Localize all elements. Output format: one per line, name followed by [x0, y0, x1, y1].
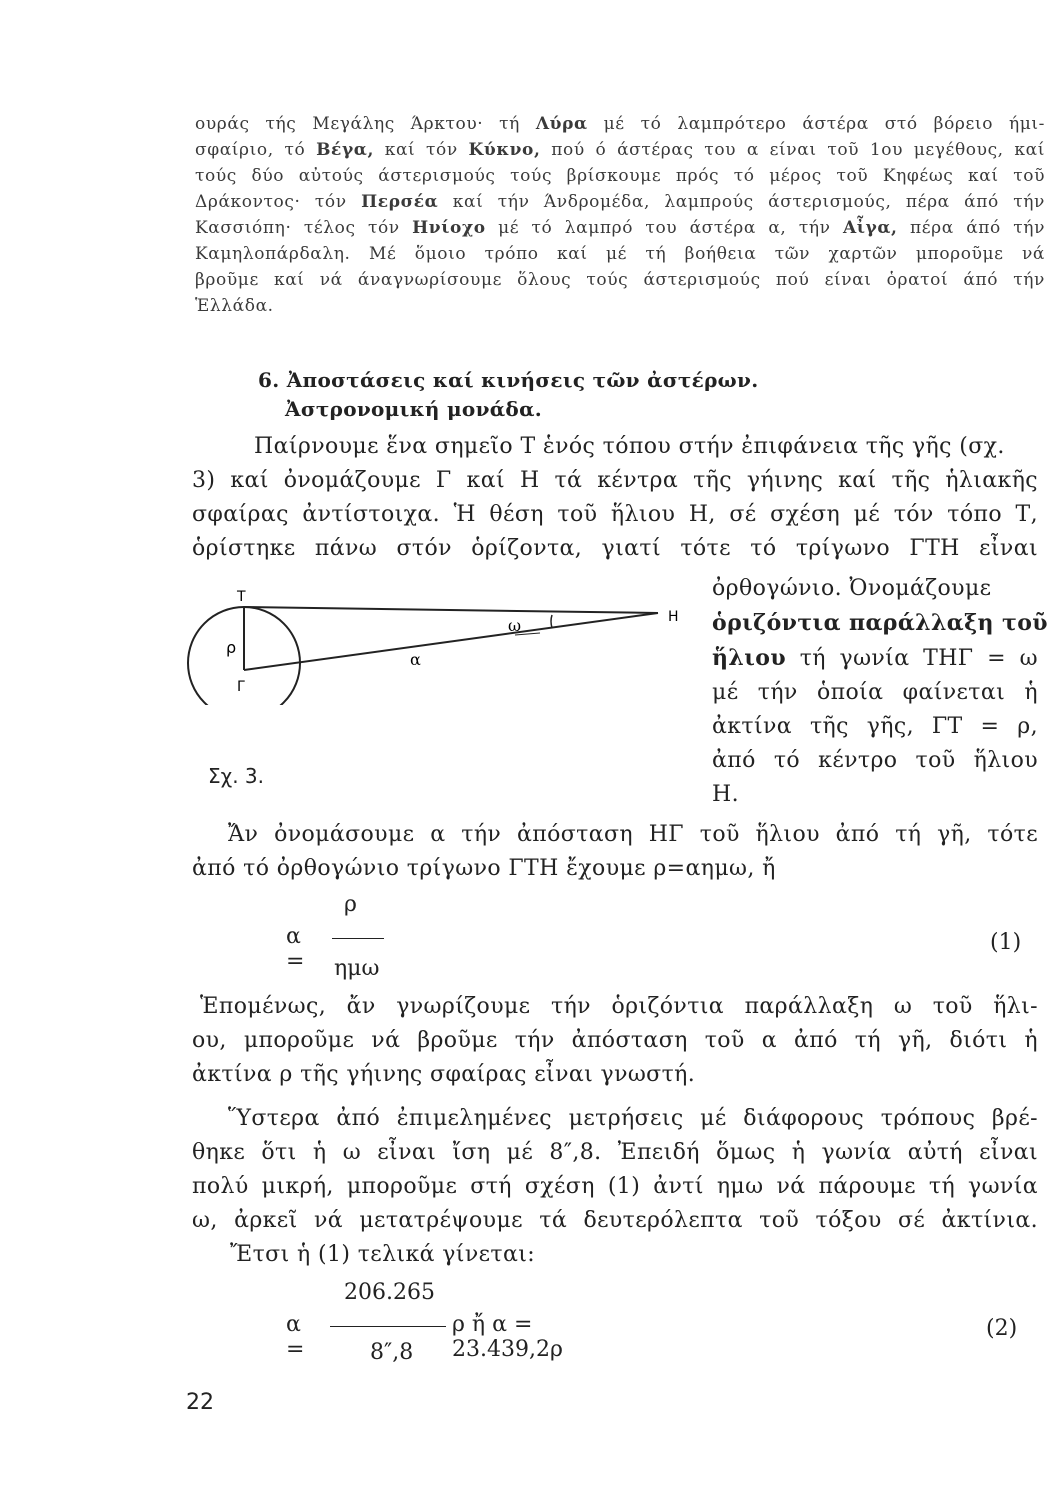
paragraph-5: Ἔτσι ἡ (1) τελικά γίνεται: [230, 1242, 536, 1267]
eq1-numerator: ρ [344, 892, 357, 917]
bold-term: ἥλιου [712, 645, 787, 671]
side-text [712, 572, 1048, 812]
eq1-tag: (1) [990, 930, 1022, 955]
label-T: T [237, 589, 246, 605]
eq1-fraction-bar [332, 938, 384, 939]
intro-line: τούς δύο αὐτούς άστερισμούς τούς βρίσκουμε πρός τό μέρος τοῦ Κηφέως καί τοῦ [195, 166, 1045, 186]
text-line: ου, μποροῦμε νά βροῦμε τήν ἀπόσταση τοῦ α ἀπό τή γῆ, διότι ἡ [192, 1028, 1038, 1053]
eq2-numerator: 206.265 [344, 1280, 435, 1305]
intro-line: βροῦμε καί νά άναγνωρίσουμε ὅλους τούς άστερισμούς πού είναι ὁρατοί άπό τήν [195, 270, 1045, 290]
eq2-rest: ρ ἤ α = 23.439,2ρ [452, 1312, 563, 1362]
label-H: H [668, 609, 679, 625]
bold-term: Βέγα, [316, 140, 374, 160]
label-rho: ρ [226, 638, 237, 657]
paragraph-1 [192, 430, 1038, 566]
text-line: ἥλιου τή γωνία ΤΗΓ = ω [712, 645, 1038, 671]
text-line: ὀρθογώνιο. Ὀνομάζουμε [712, 576, 992, 601]
text-line: Η. [712, 782, 739, 807]
text-line: Παίρνουμε ἕνα σημεῖο Τ ἑνός τόπου στήν ἐπιφάνεια τῆς γῆς (σχ. [254, 434, 1005, 459]
text-line [712, 606, 1048, 641]
eq2-fraction-bar [330, 1326, 446, 1327]
text-line: ω, ἀρκεῖ νά μετατρέψουμε τά δευτερόλεπτα τοῦ τόξου σέ ἀκτίνια. [192, 1208, 1038, 1233]
bold-term: Αἶγα, [842, 218, 898, 238]
intro-paragraph [195, 112, 1045, 320]
text-line: μέ τήν ὁποία φαίνεται ἡ [712, 680, 1038, 705]
line-TH [244, 607, 658, 613]
line-GH [244, 613, 658, 670]
text-line: θηκε ὅτι ἡ ω εἶναι ἴση μέ 8″,8. Ἐπειδή ὅμως ἡ γωνία αὐτή εἶναι [192, 1140, 1038, 1165]
text-line: ἀκτίνα τῆς γῆς, ΓΤ = ρ, [712, 714, 1038, 739]
text-line: Ἄν ὀνομάσουμε α τήν ἀπόσταση ΗΓ τοῦ ἥλιου ἀπό τή γῆ, τότε [228, 822, 1038, 847]
eq2-denominator: 8″,8 [370, 1340, 414, 1365]
eq2-tag: (2) [986, 1316, 1018, 1341]
angle-arc [551, 615, 552, 628]
text-line: πολύ μικρή, μποροῦμε στή σχέση (1) ἀντί ημω νά πάρουμε τή γωνία [192, 1174, 1038, 1199]
text-line: ἀπό τό κέντρο τοῦ ἥλιου [712, 748, 1038, 773]
intro-line: Κασσιόπη· τέλος τόν Ηνίοχο μέ τό λαμπρό του άστέρα α, τήν Αἶγα, πέρα άπό τήν [195, 218, 1046, 238]
bold-term: Κύκνο, [468, 140, 541, 160]
text-line: ἀκτίνα ρ τῆς γήινης σφαίρας εἶναι γνωστή. [192, 1062, 696, 1087]
text-line: ὁρίστηκε πάνω στόν ὁρίζοντα, γιατί τότε τό τρίγωνο ΓΤΗ εἶναι [192, 536, 1038, 561]
figure-caption: Σχ. 3. [208, 764, 264, 788]
intro-line: σφαίριο, τό Βέγα, καί τόν Κύκνο, πού ό άστέρας του α είναι τοῦ 1ου μεγέθους, καί [195, 140, 1045, 160]
figure-3-diagram [180, 585, 700, 705]
text-line: Ὕστερα ἀπό ἐπιμελημένες μετρήσεις μέ διάφορους τρόπους βρέ- [228, 1106, 1038, 1131]
section-title: 6. Ἀποστάσεις καί κινήσεις τῶν ἀστέρων. [258, 368, 759, 392]
eq2-lhs: α = [286, 1312, 305, 1362]
text-line: Ἑπομένως, ἄν γνωρίζουμε τήν ὁριζόντια παράλλαξη ω τοῦ ἥλι- [200, 994, 1038, 1019]
paragraph-4 [192, 1102, 1038, 1238]
page-number: 22 [186, 1390, 214, 1415]
label-alpha: α [410, 650, 421, 669]
paragraph-2 [192, 818, 1038, 886]
bold-term: Λύρα [535, 114, 588, 134]
bold-term: ὁριζόντια παράλλαξη τοῦ [712, 610, 1048, 636]
bold-term: Περσέα [361, 192, 439, 212]
intro-line: Ἑλλάδα. [195, 296, 274, 316]
intro-line: Καμηλοπάρδαλη. Μέ ὅμοιο τρόπο καί μέ τή βοήθεια τῶν χαρτῶν μποροῦμε νά [195, 244, 1045, 264]
eq1-lhs: α = [286, 924, 305, 974]
label-omega: ω [508, 616, 522, 635]
eq1-denominator: ημω [334, 956, 380, 981]
intro-line: Δράκοντος· τόν Περσέα καί τήν Άνδρομέδα, λαμπρούς άστερισμούς, πέρα άπό τήν [195, 192, 1045, 212]
paragraph-3 [192, 990, 1038, 1092]
text-line: 3) καί ὀνομάζουμε Γ καί Η τά κέντρα τῆς γήινης καί τῆς ἡλιακῆς [192, 468, 1038, 493]
bold-term: Ηνίοχο [412, 218, 486, 238]
text-line: σφαίρας ἀντίστοιχα. Ἡ θέση τοῦ ἥλιου Η, σέ σχέση μέ τόν τόπο Τ, [192, 502, 1038, 527]
section-subtitle: Ἀστρονομική μονάδα. [285, 397, 543, 421]
label-G: Γ [237, 679, 245, 695]
text-line: ἀπό τό ὀρθογώνιο τρίγωνο ΓΤΗ ἔχουμε ρ=αημω, ἤ [192, 856, 776, 881]
intro-line: ουράς τής Μεγάλης Άρκτου· τή Λύρα μέ τό λαμπρότερο άστέρα στό βόρειο ήμι- [195, 114, 1045, 134]
